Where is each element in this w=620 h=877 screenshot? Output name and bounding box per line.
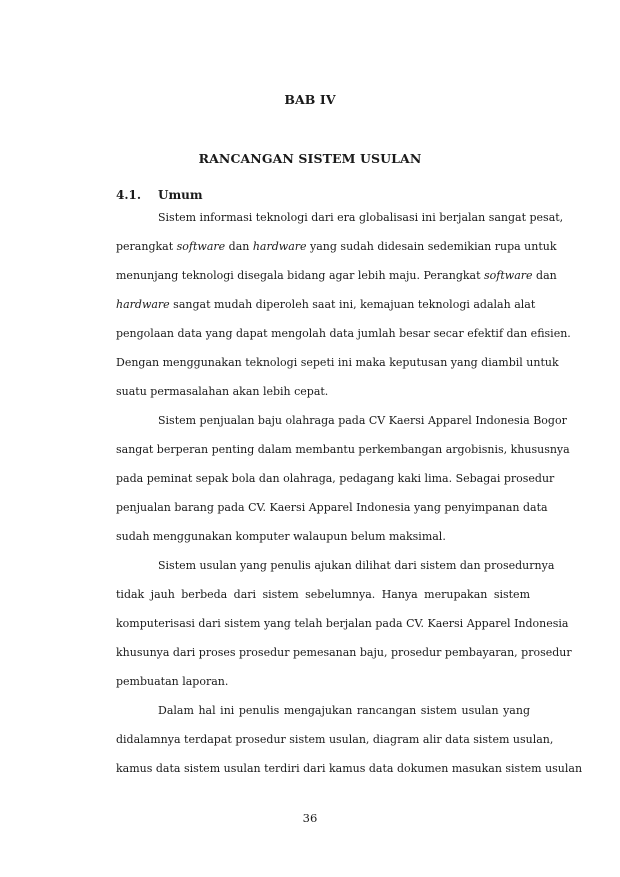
italic-term: hardware [116,298,170,311]
text-run: Dengan menggunakan teknologi sepeti ini maka keputusan yang diambil untuk [116,356,559,369]
text-run: suatu permasalahan akan lebih cepat. [116,385,329,398]
text-line [158,414,567,427]
text-line [116,327,571,340]
text-run: dan [225,240,253,253]
text-line [116,443,570,456]
text-line [116,762,583,775]
text-run: yang sudah didesain sedemikian rupa untuk [306,240,557,253]
text-line [158,211,564,224]
section-heading [116,188,203,202]
text-line [116,356,559,369]
page-number: 36 [302,811,318,825]
text-run: didalamnya terdapat prosedur sistem usulan, diagram alir data sistem usulan, [116,733,554,746]
text-run: khusunya dari proses prosedur pemesanan baju, prosedur pembayaran, prosedur [116,646,572,659]
text-run: penjualan barang pada CV. Kaersi Apparel Indonesia yang penyimpanan data [116,501,548,514]
section-number: 4.1. [116,188,142,202]
text-run: tidak jauh berbeda dari sistem sebelumnya. Hanya merupakan sistem [116,588,530,601]
text-line [116,588,530,601]
text-line [116,298,536,311]
italic-term: software [176,240,226,253]
text-run: pada peminat sepak bola dan olahraga, pedagang kaki lima. Sebagai prosedur [116,472,555,485]
text-line [116,240,557,253]
section-title: Umum [158,188,203,202]
text-line [116,733,554,746]
text-line [158,704,530,717]
text-run: pembuatan laporan. [116,675,229,688]
text-run: menunjang teknologi disegala bidang agar lebih maju. Perangkat [116,269,485,282]
text-run: Sistem penjualan baju olahraga pada CV Kaersi Apparel Indonesia Bogor [158,414,567,427]
text-line [116,675,530,688]
text-line [116,646,572,659]
text-line [158,559,555,572]
text-run: Sistem usulan yang penulis ajukan dilihat dari sistem dan prosedurnya [158,559,555,572]
chapter-subtitle: RANCANGAN SISTEM USULAN [198,151,422,166]
text-line [116,501,548,514]
text-run: kamus data sistem usulan terdiri dari kamus data dokumen masukan sistem usulan [116,762,583,775]
text-line [116,385,530,398]
chapter-title: BAB IV [284,92,336,107]
text-line [116,530,530,543]
text-run: perangkat [116,240,177,253]
text-line [116,617,569,630]
text-run: dan [532,269,557,282]
text-run: komputerisasi dari sistem yang telah berjalan pada CV. Kaersi Apparel Indonesia [116,617,569,630]
text-line [116,269,557,282]
text-line [116,472,555,485]
text-run: pengolaan data yang dapat mengolah data jumlah besar secar efektif dan efisien. [116,327,571,340]
italic-term: hardware [252,240,307,253]
text-run: sangat berperan penting dalam membantu perkembangan argobisnis, khususnya [116,443,570,456]
text-run: Sistem informasi teknologi dari era globalisasi ini berjalan sangat pesat, [158,211,564,224]
text-run: sudah menggunakan komputer walaupun belum maksimal. [116,530,446,543]
text-run: Dalam hal ini penulis mengajukan rancangan sistem usulan yang [158,704,530,717]
italic-term: software [484,269,533,282]
text-run: sangat mudah diperoleh saat ini, kemajuan teknologi adalah alat [169,298,536,311]
